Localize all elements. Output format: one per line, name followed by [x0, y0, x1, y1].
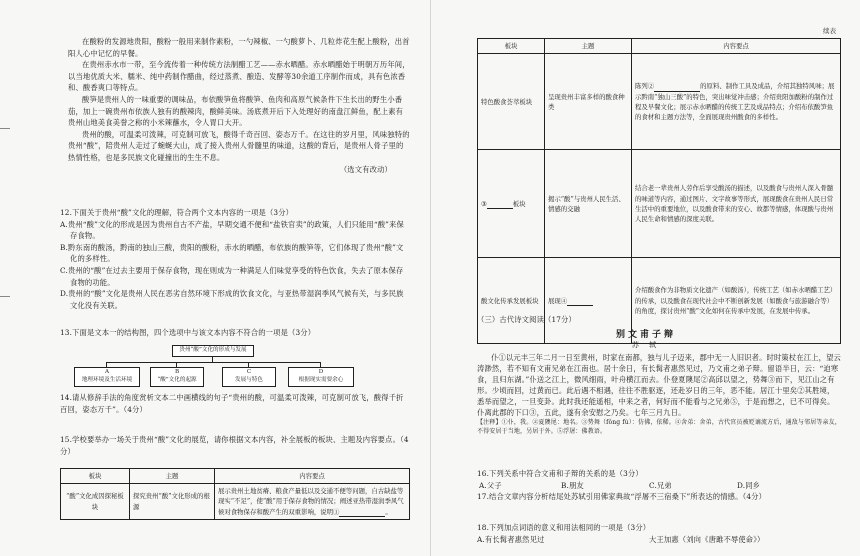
passage-text [68, 36, 410, 175]
table-header: 内容要点 [632, 39, 841, 54]
diagram-box-letter: B [174, 369, 180, 375]
diagram-box-letter: A [104, 369, 110, 375]
table-cell: “酸”文化成因探秘板块 [61, 484, 130, 520]
diagram-box-label: “酸”文化的起源 [157, 377, 197, 383]
diagram-root: 贵州“酸”文化的形成与发展 [172, 345, 254, 357]
passage-paragraph: 在酸粉的发源地贵阳，酸粉一般用来制作素粉，一勺辣椒、一勺酸萝卜、几粒炸花生配上酸粉，出首阳人心中记忆的早餐。 [68, 37, 410, 58]
option-d[interactable]: D.贵州的“酸”文化是贵州人民在恶劣自然环境下形成的饮食文化，与亚热带湿润季风气候有关，与多民族文化没有关联。 [60, 289, 404, 310]
table-cell [632, 54, 841, 150]
cell-text: 展现④ [548, 296, 568, 305]
question-stem: 12.下面关于贵州“酸”文化的理解，符合两个文本内容的一项是（3分） [60, 208, 294, 217]
table-header: 板块 [478, 39, 545, 54]
question-15 [60, 434, 410, 457]
scan-mark [0, 128, 10, 129]
diagram-line [106, 362, 320, 363]
question-stem: 17.结合文章内容分析结尾处苏轼引用佛家典故“浮屠不三宿桑下”所表达的情感。（4分） [477, 492, 767, 502]
answer-blank-4[interactable] [567, 298, 593, 306]
question-stem: 13.下面是文本一的结构图，四个选项中与该文本内容不符合的一项是（3分） [60, 328, 316, 337]
table-cell: 展示贵州土地贫瘠、粮食产量低以及交通不便等问题，自古缺盐等现实“不足”，使“酸”用于保存食物的情况；阐述亚热带湿润季风气候对食物保存和酸产生的双重影响，说明① 。 [215, 484, 410, 520]
exhibit-table [60, 468, 410, 520]
table-cell: 介绍酸食作为非物质文化遗产（如酸汤），传统工艺（如赤水晒醋工艺）的传承，以及酸食在现代社会中不断创新发展（如酸食与旅游融合等）的角度，探讨贵州“酸”文化如何在传承中发展，在发展中传承。 [632, 258, 841, 344]
table-cell [478, 150, 545, 258]
cell-text: 陈列② [635, 82, 655, 91]
source-note: （选文有改动） [339, 164, 392, 174]
option-b[interactable]: B.朋友 [561, 480, 584, 490]
diagram-box-c [222, 367, 276, 387]
right-page [430, 0, 860, 556]
table-cell: 结合老一辈贵州人劳作后享受酸汤的描述，以及酸食与贵州人深入骨髓的味道等内容，通过图片、文字故事等形式，展现酸食在贵州人民日常生活中的重要地位，以及酸食带来的安心、故都等情感，体现酸与贵州人民生命和情感的深度关联。 [632, 150, 841, 258]
passage-paragraph: 贵州的酸，可温柔可泼辣，可克制可放飞，酸得千奇百回、姿态万千。在这往的岁月里，风味独特的贵州“酸”，陪贵州人走过了蜿蜒大山，成了接入贵州人骨髓里的味道，这酸的背后，是贵州人骨子里的热情性格，也是多民族文化碰撞出的生生不息。 [68, 129, 410, 162]
option-a[interactable]: A.贵州“酸”文化的形成是因为贵州自古不产盐，早期交通不便和“盐铁官卖”的政策，人们只能用“酸”来保存食物。 [60, 219, 404, 241]
continued-label: 续表 [823, 27, 837, 35]
question-stem: 14.请从修辞手法的角度赏析文本二中画横线的句子“贵州的酸，可温柔可泼辣，可克制可放飞，酸得千折百回，姿态万千”。（4分） [60, 393, 404, 414]
cell-text: 的原料、制作工具及成品，介绍其独特风味；展示黔南“独山三酸”的特色，突出味觉冲击感；介绍贵阳加酸粉的制作过程及早餐文化；展示赤水晒醋的传统工艺及成品特点；介绍布依酸笋鱼的食材和主题方法等，全面展现贵州酸食的多样性。 [635, 82, 835, 121]
diagram-box-letter: C [246, 369, 252, 375]
diagram-box-b [150, 367, 204, 387]
table-cell: 揭示“酸”与贵州人民生活、情感的交融 [545, 150, 632, 258]
question-stem: 16.下列关系中符合文甫和子辩的关系的是（3分） [477, 469, 643, 478]
option-c[interactable]: C.兄弟 [649, 480, 672, 490]
cell-text: 展示贵州土地贫瘠、粮食产量低以及交通不便等问题，自古缺盐等现实“不足”，使“酸”用于保存食物的情况；阐述亚热带湿润季风气候对食物保存和酸产生的双重影响，说明① [218, 487, 404, 516]
diagram-box-label: 地理环境及生活环境 [81, 377, 133, 383]
diagram-box-label: 根据现实需要余心 [298, 377, 344, 383]
diagram-box-a [74, 367, 140, 387]
table-cell: 酸文化传承发展板块 [478, 258, 545, 344]
option-a[interactable]: A.有长髯者惠然见过 [477, 534, 545, 544]
annotation-note: 【注释】①仆，我。②夏隩尾：地名。③势舞（fǒng fù）：仿佛，依稀。④舍弟：舍弟，古代官员被贬谪流方后，通敌与邻居等亲友，不得安居于当地，另居于外。⑤浮屠：佛教语。 [477, 419, 841, 435]
exhibit-table-continued [477, 38, 841, 344]
table-header: 主题 [545, 39, 632, 54]
passage-paragraph: 在贵州赤水市一带，至今流传着一种传统方法制醋工艺——赤水晒醋。赤水晒醋始于明朝万历年间，以当地优质大米、糯米、纯中药制作醋曲，经过蒸煮、酿造、发酵等30余道工序制作而成，具有色浓香和、酸香爽口等特点。 [68, 60, 410, 93]
question-stem: 18.下列加点词语的意义和用法相同的一项是（3分） [477, 523, 651, 532]
poem-title: 别文甫子辩 [615, 330, 676, 340]
diagram-box-label: 发展与特色 [235, 377, 263, 383]
q18-option-a-row [477, 534, 841, 546]
scan-mark [0, 296, 10, 297]
option-b[interactable]: B.黔东南的酸汤，黔南的独山三酸，贵阳的酸粉，赤水的晒醋，布依族的酸笋等，它们体现了贵州“酸”文化的多样性。 [60, 242, 404, 264]
prose-text: 仆①以元丰三年二月一日至黄州，时家在南都，独与儿子迈来，郡中无一人旧识者。时时策杖在江上，望云涛渺然，若不知有文甫兄弟在江南也。居十余日，有长髯者惠然见过，乃文甫之弟子辩。留语半日，云：“迫寒食，且归东湖。”仆送之江上，微风细雨，叶舟横江而去。仆登夏隩尾②高邱以望之，势舞③而下，见江山之有形。少顷而回，过黄而已。此后遇不相遇，往往不胜驱逐，还赴岁日的三年，恶不能。居江十里矣②其胜境，悉举而望之，一旦变卦。此时我还能遥相，中来之者，何好而不能看与之兄弟⑤，于是而想之，已不可得矣。仆离此郡的下口③，五此，遂有余安慰之乃矣。七年三月九日。 [477, 353, 841, 417]
question-stem: 15.学校要举办一场关于贵州“酸”文化的展览，请你根据文本内容，补全展板的板块、主题及内容要点。（4分） [60, 435, 409, 456]
table-header: 主题 [130, 469, 215, 484]
table-header: 内容要点 [215, 469, 410, 484]
q16-options [477, 480, 841, 492]
answer-blank-1[interactable] [339, 509, 385, 517]
section-heading: （三）古代诗文阅读（17分） [477, 315, 576, 324]
table-cell: 呈现贵州丰富多样的酸食种类 [545, 54, 632, 150]
table-cell: 特色酸食荟萃板块 [478, 54, 545, 150]
poem-author: 苏 轼 [631, 341, 661, 349]
option-a[interactable]: A.父子 [479, 480, 502, 490]
option-d[interactable]: D.同乡 [737, 480, 761, 490]
answer-blank-2[interactable] [654, 84, 700, 92]
question-13 [60, 327, 410, 339]
classical-prose [477, 352, 841, 436]
option-a-compare: 大王加惠（刘向《唐雎不辱使命》） [649, 534, 765, 544]
question-12 [60, 207, 410, 311]
answer-blank-3[interactable] [487, 201, 513, 209]
question-18 [477, 522, 841, 545]
table-cell: 探究贵州“酸”文化形成的根源 [130, 484, 215, 520]
cell-text: ③ [481, 199, 487, 208]
diagram-box-d [288, 367, 354, 387]
diagram-box-letter: D [318, 369, 324, 375]
option-c[interactable]: C.贵州的“酸”在过去主要用于保存食物，现在则成为一种满足人们味觉享受的特色饮食，失去了原本保存食物的功能。 [60, 265, 404, 287]
question-16 [477, 468, 841, 503]
table-header: 板块 [61, 469, 130, 484]
cell-text: 板块 [512, 199, 526, 208]
question-14 [60, 392, 410, 415]
passage-paragraph: 酸笋是贵州人的一味重要的调味品，布依酸笋鱼将酸笋、鱼肉和高原气候条件下生长出的野生小番茄，加上一碗贵州布依族人独有的酸辣肉，酸鲜美味。汤底煮开后下入处理好的南盘江鲜鱼，配上素有贵州山地美食美誉之称的小米辣蘸水，令人胃口大开。 [68, 94, 404, 128]
